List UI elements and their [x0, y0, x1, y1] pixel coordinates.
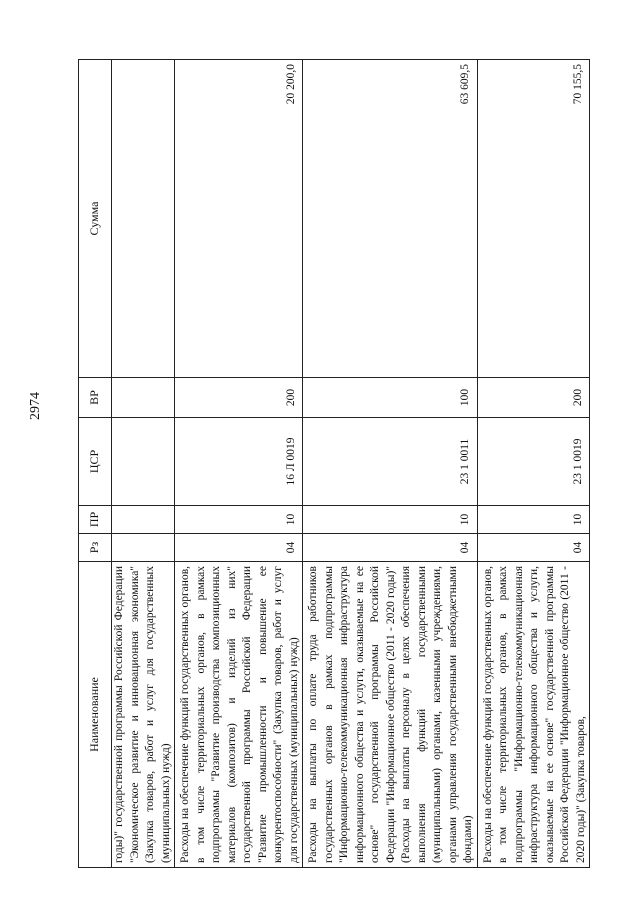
row-vr: 200	[477, 378, 590, 418]
row-pr: 10	[175, 506, 303, 534]
row-pr	[112, 506, 175, 534]
row-rz: 04	[303, 534, 478, 562]
row-rz	[112, 534, 175, 562]
table-row	[112, 60, 175, 868]
row-name: Расходы на выплаты по оплате труда работников государственных органов в рамках подпрограммы "Информационно-телекоммуникационная инфраструктура информационного общества и услуги, оказываемые на ее основе" государственной программы Российской Федерации "Информационное общество (2011 - 2020 годы)" (Расходы на выплаты персоналу в целях обеспечения выполнения функций государственными (муниципальными) органами, казенными учреждениями, органами управления государственными внебюджетными фондами)	[303, 562, 478, 868]
header-sum: Сумма	[79, 60, 112, 378]
row-name: Расходы на обеспечение функций государственных органов, в том числе территориальных органов, в рамках подпрограммы "Развитие производства композиционных материалов (композитов) и изделий из них" государственной программы Российской Федерации "Развитие промышленности и повышение ее конкурентоспособности" (Закупка товаров, работ и услуг для государственных (муниципальных) нужд)	[175, 562, 303, 868]
header-pr: ПР	[79, 506, 112, 534]
row-sum: 20 200,0	[175, 60, 303, 378]
row-rz: 04	[175, 534, 303, 562]
row-csr: 23 1 0011	[303, 418, 478, 506]
row-vr: 100	[303, 378, 478, 418]
header-vr: ВР	[79, 378, 112, 418]
header-name: Наименование	[79, 562, 112, 868]
table-header-row	[79, 60, 112, 868]
table-row	[477, 60, 590, 868]
budget-table-sheet	[78, 60, 610, 868]
row-rz: 04	[477, 534, 590, 562]
row-vr: 200	[175, 378, 303, 418]
row-name: годы)" государственной программы Российской Федерации "Экономическое развитие и инновационная экономика" (Закупка товаров, работ и услуг для государственных (муниципальных) нужд)	[112, 562, 175, 868]
row-pr: 10	[303, 506, 478, 534]
row-csr	[112, 418, 175, 506]
row-csr: 16 Л 0019	[175, 418, 303, 506]
table-row	[303, 60, 478, 868]
table-row	[175, 60, 303, 868]
row-pr: 10	[477, 506, 590, 534]
row-sum	[112, 60, 175, 378]
page-number: 2974	[28, 392, 43, 420]
row-csr: 23 1 0019	[477, 418, 590, 506]
header-rz: Рз	[79, 534, 112, 562]
row-name: Расходы на обеспечение функций государственных органов, в том числе территориальных органов, в рамках подпрограммы "Информационно-телекоммуникационная инфраструктура информационного общества и услуги, оказываемые на ее основе" государственной программы Российской Федерации "Информационное общество (2011 - 2020 годы)" (Закупка товаров,	[477, 562, 590, 868]
header-csr: ЦСР	[79, 418, 112, 506]
row-sum: 70 155,5	[477, 60, 590, 378]
row-vr	[112, 378, 175, 418]
budget-table	[78, 59, 590, 868]
row-sum: 63 609,5	[303, 60, 478, 378]
